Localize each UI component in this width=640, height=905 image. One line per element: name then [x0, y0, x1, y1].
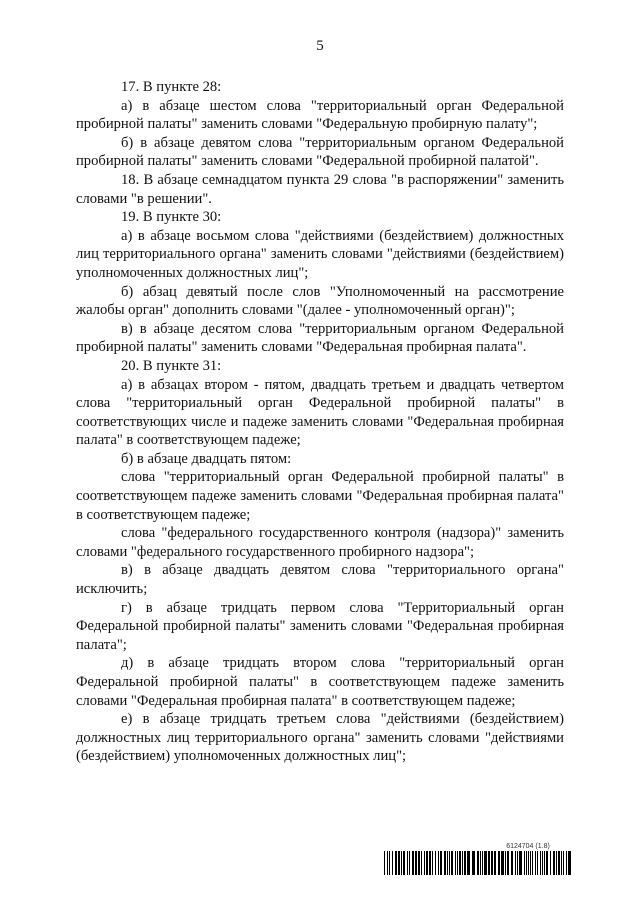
- paragraph-19c: в) в абзаце десятом слова "территориальным органом Федеральной пробирной палаты" заменить словами "Федеральная пробирная палата".: [76, 320, 564, 356]
- paragraph-20b-2: слова "федерального государственного контроля (надзора)" заменить словами "федерального государственного пробирного надзора";: [76, 525, 564, 560]
- barcode-icon: [384, 851, 572, 875]
- paragraph-20a: а) в абзацах втором - пятом, двадцать третьем и двадцать четвертом слова "территориальный орган Федеральной пробирной палаты" в соответствующих числе и падеже заменить словами "Федеральная пробирная палата" в соответствующем падеже;: [76, 376, 564, 449]
- paragraph-20c: в) в абзаце двадцать девятом слова "территориального органа" исключить;: [76, 562, 564, 598]
- page-number: 5: [316, 38, 324, 54]
- paragraph-20b-1: слова "территориальный орган Федеральной пробирной палаты" в соответствующем падеже заменить словами "Федеральная пробирная палата" в соответствующем падеже;: [76, 469, 564, 523]
- document-body: [76, 78, 564, 766]
- paragraph-20: 20. В пункте 31:: [121, 357, 222, 374]
- paragraph-18: 18. В абзаце семнадцатом пункта 29 слова "в распоряжении" заменить словами "в решении".: [76, 171, 564, 207]
- paragraph-17b: б) в абзаце девятом слова "территориальным органом Федеральной пробирной палаты" заменить словами "Федеральной пробирной палатой".: [76, 134, 564, 170]
- barcode-caption: 6124704 (1.8): [506, 843, 550, 850]
- paragraph-17a: а) в абзаце шестом слова "территориальный орган Федеральной пробирной палаты" заменить словами "Федеральную пробирную палату";: [76, 97, 564, 133]
- paragraph-20e: д) в абзаце тридцать втором слова "территориальный орган Федеральной пробирной палаты" в соответствующем падеже заменить словами "Федеральная пробирная палата" в соответствующем падеже;: [76, 655, 564, 709]
- paragraph-20d: г) в абзаце тридцать первом слова "Территориальный орган Федеральной пробирной палаты" заменить словами "Федеральная пробирная палата";: [76, 599, 564, 653]
- paragraph-20b: б) в абзаце двадцать пятом:: [121, 450, 292, 467]
- paragraph-20f: е) в абзаце тридцать третьем слова "действиями (бездействием) должностных лиц территориального органа" заменить словами "действиями (бездействием) уполномоченных должностных лиц";: [76, 711, 564, 765]
- paragraph-19a: а) в абзаце восьмом слова "действиями (бездействием) должностных лиц территориального органа" заменить словами "действиями (бездействием) уполномоченных должностных лиц";: [76, 227, 564, 281]
- paragraph-19: 19. В пункте 30:: [121, 209, 222, 226]
- paragraph-19b: б) абзац девятый после слов "Уполномоченный на рассмотрение жалобы орган" дополнить словами "(далее - уполномоченный орган)";: [76, 283, 564, 319]
- paragraph-17: 17. В пункте 28:: [121, 79, 222, 95]
- barcode-block: [384, 843, 572, 875]
